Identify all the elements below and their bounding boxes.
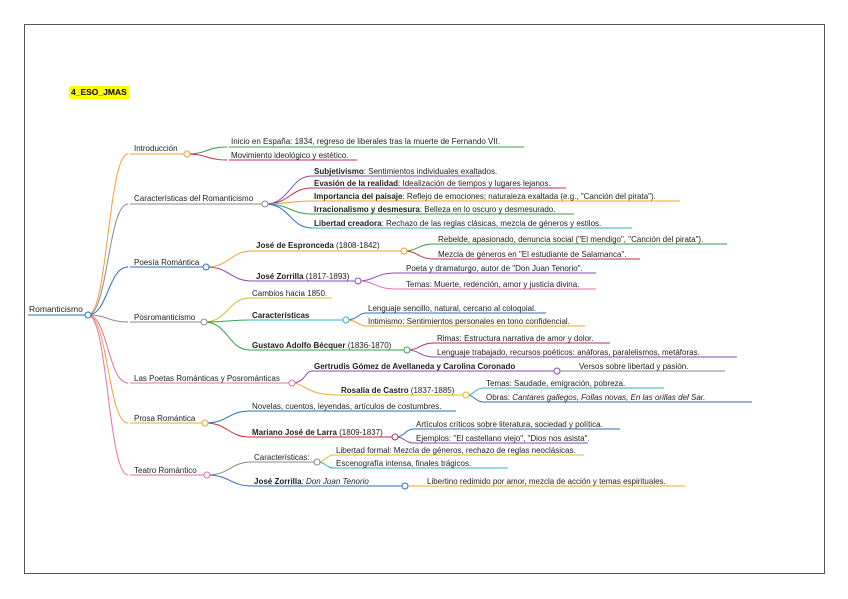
carac-item-3[interactable]: Importancia del paisaje: Reflejo de emociones; naturaleza exaltada (e.g., "Canción del pirata"). [314, 192, 656, 201]
teatro-label[interactable]: Teatro Romántico [134, 466, 197, 475]
posro-label[interactable]: Posromanticismo [134, 313, 196, 322]
poetas-label[interactable]: Las Poetas Románticas y Posrománticas [134, 374, 280, 383]
teatro-node-dot[interactable] [204, 472, 210, 478]
carac-item-5[interactable]: Libertad creadora: Rechazo de las reglas clásicas, mezcla de géneros y estilos. [314, 219, 602, 228]
poetas-node-dot[interactable] [289, 380, 295, 386]
teatro-carac-item-2[interactable]: Escenografía intensa, finales trágicos. [336, 459, 472, 468]
edge-root-poesia [88, 267, 128, 315]
page-title: 4_ESO_JMAS [71, 87, 127, 97]
gertrudis-item-1[interactable]: Versos sobre libertad y pasión. [579, 362, 689, 371]
rosalia-label[interactable]: Rosalía de Castro (1837-1885) [341, 386, 455, 395]
espronceda-item-2[interactable]: Mezcla de géneros en "El estudiante de Salamanca". [438, 250, 627, 259]
prosa-label[interactable]: Prosa Romántica [134, 414, 196, 423]
becquer-node-dot[interactable] [404, 347, 410, 353]
teatro-carac-node-dot[interactable] [314, 459, 320, 465]
posro-item-1[interactable]: Cambios hacia 1850. [252, 289, 328, 298]
intro-item-2[interactable]: Movimiento ideológico y estético. [231, 151, 349, 160]
edge-root-teatro [88, 315, 128, 475]
zorrilla-node-dot[interactable] [355, 278, 361, 284]
becquer-item-1[interactable]: Rimas: Estructura narrativa de amor y dolor. [437, 334, 594, 343]
posro-carac-label[interactable]: Características [252, 311, 310, 320]
gertrudis-node-dot[interactable] [554, 368, 560, 374]
intro-label[interactable]: Introducción [134, 144, 178, 153]
edge-root-carac [88, 204, 128, 315]
root-label[interactable]: Romanticismo [29, 304, 83, 314]
teatro-zorrilla-node-dot[interactable] [402, 483, 408, 489]
posro-carac-item-1[interactable]: Lenguaje sencillo, natural, cercano al coloquial. [368, 304, 537, 313]
carac-label[interactable]: Características del Romanticismo [134, 194, 254, 203]
root-node-dot[interactable] [85, 312, 91, 318]
intro-node-dot[interactable] [184, 151, 190, 157]
teatro-zorrilla-item-1[interactable]: Libertino redimido por amor, mezcla de acción y temas espirituales. [427, 477, 666, 486]
carac-item-4[interactable]: Irracionalismo y desmesura: Belleza en lo oscuro y desmesurado. [314, 205, 556, 214]
becquer-label[interactable]: Gustavo Adolfo Bécquer (1836-1870) [252, 341, 392, 350]
posro-carac-node-dot[interactable] [343, 317, 349, 323]
larra-node-dot[interactable] [392, 434, 398, 440]
edge-root-poetas [88, 315, 128, 383]
prosa-node-dot[interactable] [202, 420, 208, 426]
espronceda-item-1[interactable]: Rebelde, apasionado, denuncia social ("El mendigo", "Canción del pirata"). [438, 235, 704, 244]
carac-item-2[interactable]: Evasión de la realidad: Idealización de tiempos y lugares lejanos. [314, 179, 551, 188]
rosalia-node-dot[interactable] [463, 392, 469, 398]
rosalia-item-2[interactable]: Obras: Cantares gallegos, Follas novas, En las orillas del Sar. [486, 393, 706, 402]
larra-item-2[interactable]: Ejemplos: "El castellano viejo", "Dios nos asista". [416, 434, 590, 443]
teatro-zorrilla-label[interactable]: José Zorrilla: Don Juan Tenorio [254, 477, 369, 486]
posro-node-dot[interactable] [201, 319, 207, 325]
gertrudis-label[interactable]: Gertrudis Gómez de Avellaneda y Carolina Coronado [314, 362, 516, 371]
carac-node-dot[interactable] [262, 201, 268, 207]
posro-carac-item-2[interactable]: Intimismo: Sentimientos personales en tono confidencial. [368, 317, 570, 326]
espronceda-node-dot[interactable] [401, 248, 407, 254]
zorrilla-label[interactable]: José Zorrilla (1817-1893) [256, 272, 350, 281]
teatro-carac-label[interactable]: Características: [254, 453, 310, 462]
larra-item-1[interactable]: Artículos críticos sobre literatura, sociedad y política. [416, 420, 603, 429]
espronceda-label[interactable]: José de Espronceda (1808-1842) [256, 241, 380, 250]
teatro-carac-item-1[interactable]: Libertad formal: Mezcla de géneros, rechazo de reglas neoclásicas. [336, 446, 576, 455]
edge-root-prosa [88, 315, 128, 423]
prosa-item-1[interactable]: Novelas, cuentos, leyendas, artículos de costumbres. [252, 402, 442, 411]
becquer-item-2[interactable]: Lenguaje trabajado, recursos poéticos: anáforas, paralelismos, metáforas. [437, 348, 700, 357]
zorrilla-item-1[interactable]: Poeta y dramaturgo, autor de "Don Juan Tenorio". [406, 264, 583, 273]
zorrilla-item-2[interactable]: Temas: Muerte, redención, amor y justicia divina. [406, 280, 580, 289]
poesia-label[interactable]: Poesía Romántica [134, 258, 200, 267]
carac-item-1[interactable]: Subjetivismo: Sentimientos individuales exaltados. [314, 167, 498, 176]
intro-item-1[interactable]: Inicio en España: 1834, regreso de liberales tras la muerte de Fernando VII. [231, 137, 501, 146]
larra-label[interactable]: Mariano José de Larra (1809-1837) [252, 428, 383, 437]
rosalia-item-1[interactable]: Temas: Saudade, emigración, pobreza. [486, 379, 626, 388]
poesia-node-dot[interactable] [203, 264, 209, 270]
